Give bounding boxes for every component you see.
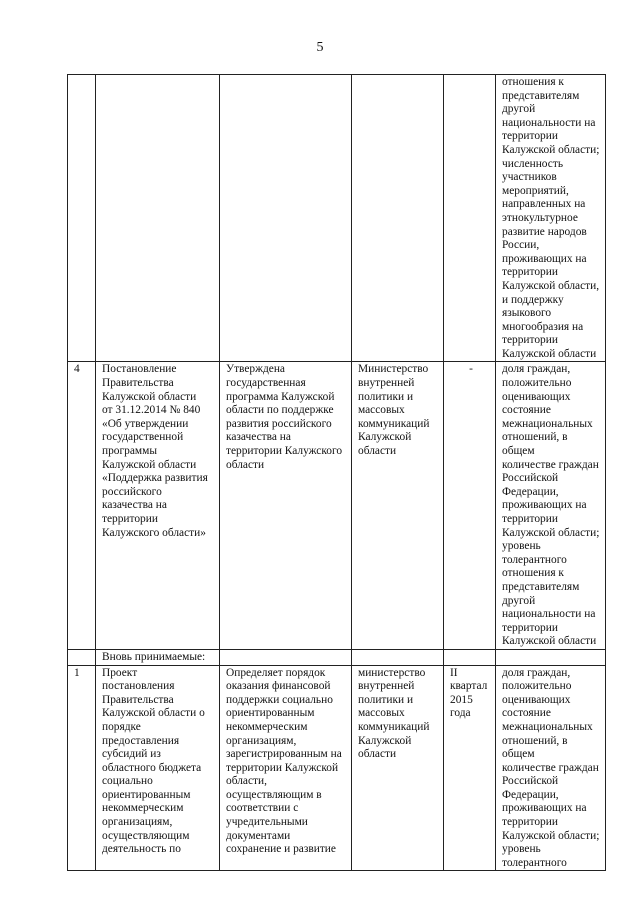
executor-cell: министерство внутренней политики и массовых коммуникаций Калужской области <box>352 665 444 871</box>
content-cell: Определяет порядок оказания финансовой поддержки социально ориентированным некоммерческим организациям, зарегистрированным на территории Калужской области, осуществляющим в соответствии с учредительными документами сохранение и развитие <box>220 665 352 871</box>
deadline-cell: II квартал 2015 года <box>444 665 496 871</box>
empty-cell <box>496 649 606 665</box>
row-number-cell: 1 <box>68 665 96 871</box>
executor-cell <box>352 75 444 362</box>
indicators-cell: доля граждан, положительно оценивающих состояние межнациональных отношений, в общем количестве граждан Российской Федерации, проживающих на территории Калужской области; уровень толерантного <box>496 665 606 871</box>
section-label: Вновь принимаемые: <box>102 650 206 663</box>
empty-cell <box>352 649 444 665</box>
table-row <box>68 362 606 649</box>
document-table <box>67 74 606 871</box>
table-row <box>68 75 606 362</box>
page-number: 5 <box>316 40 324 55</box>
document-cell: Проект постановления Правительства Калужской области о порядке предоставления субсидий из областного бюджета социально ориентированным некоммерческим организациям, осуществляющим деятельность по <box>96 665 220 871</box>
executor-cell: Министерство внутренней политики и массовых коммуникаций Калужской области <box>352 362 444 649</box>
content-cell <box>220 75 352 362</box>
row-number-cell: 4 <box>68 362 96 649</box>
document-cell: Постановление Правительства Калужской области от 31.12.2014 № 840 «Об утверждении государственной программы Калужской области «Поддержка развития российского казачества на территории Калужского области» <box>96 362 220 649</box>
indicators-cell: отношения к представителям другой национальности на территории Калужской области; численность участников мероприятий, направленных на этнокультурное развитие народов России, проживающих на территории Калужской области, и поддержку языкового многообразия на территории Калужской области <box>496 75 606 362</box>
indicators-cell: доля граждан, положительно оценивающих состояние межнациональных отношений, в общем количестве граждан Российской Федерации, проживающих на территории Калужской области; уровень толерантного отношения к представителям другой национальности на территории Калужской области <box>496 362 606 649</box>
empty-cell <box>220 649 352 665</box>
section-header-row <box>68 649 606 665</box>
deadline-cell: - <box>444 362 496 649</box>
empty-cell <box>444 649 496 665</box>
section-label-cell <box>96 649 220 665</box>
row-number-cell <box>68 75 96 362</box>
content-cell: Утверждена государственная программа Калужской области по поддержке развития российского казачества на территории Калужского области <box>220 362 352 649</box>
deadline-cell <box>444 75 496 362</box>
row-number-cell <box>68 649 96 665</box>
document-cell <box>96 75 220 362</box>
table-row <box>68 665 606 871</box>
